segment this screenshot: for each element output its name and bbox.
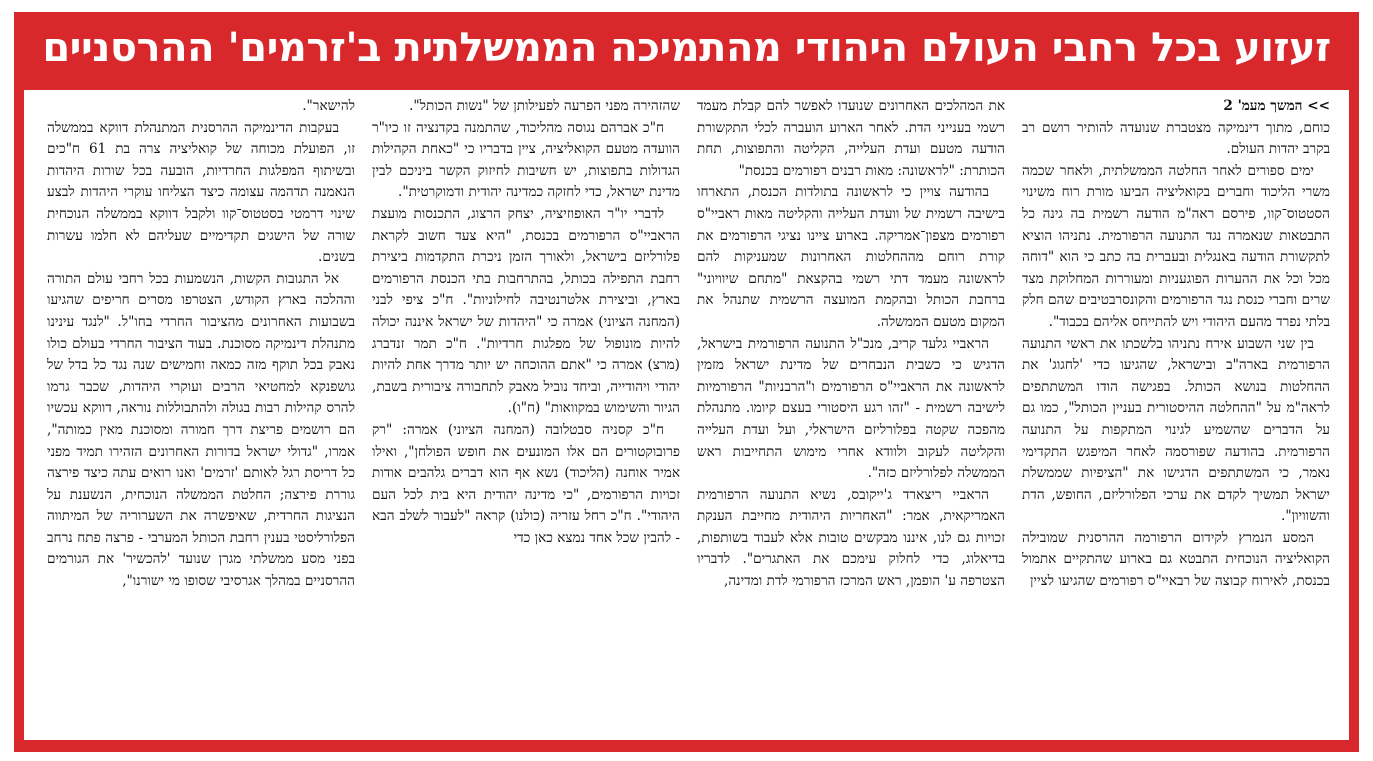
column-2 (697, 96, 1005, 736)
paragraph: הראביי גלעד קריב, מנכ"ל התנועה הרפורמית בישראל, הדגיש כי כשבית הנבחרים של מדינת ישראל מזמין לראשונה את הראביי"ס הרפורמים ו"הרבניות" הרפורמיות לישיבה רשמית - "זהו רגע היסטורי בעצם קיומו. מתנהלת מהפכה שקטה בפלורליזם הישראלי, ועל ועדת העלייה והקליטה לעקוב ולוודא אחרי מימוש התחייבות ראש הממשלה לפלורליזם כזה". (697, 335, 1005, 482)
paragraph: ימים ספורים לאחר החלטה הממשלתית, ולאחר שכמה משרי הליכוד וחברים בקואליציה הביעו מורת רוח משינוי הסטטוס־קוו, פירסם ראה"מ הודעה רשמית בה גינה כל התבטאות שנאמרה נגד התנועה הרפורמית. נתניהו הוציא לתקשורת הודעה באנגלית ובעברית בה כתב כי הוא "דוחה מכל וכל את ההערות הפוגעניות ומעוררות המחלוקת מצד שרים וחברי כנסת נגד הרפורמים והקונסרבטיבים שהם חלק בלתי נפרד מהעם היהודי ויש להתייחס אליהם בכבוד". (1022, 162, 1330, 330)
article-body (24, 90, 1349, 740)
paragraph: בהודעה צויין כי לראשונה בתולדות הכנסת, התארחו בישיבה רשמית של וועדת העלייה והקליטה מאות ראביי"ס רפורמים מצפון־אמריקה. בארוע ציינו נציגי הרפורמים את קורת רוחם מההחלטות האחרונות שמעניקות להם לראשונה מעמד דתי רשמי בהקצאת "מתחם שיוויוני" ברחבת הכותל ובהקמת המועצה הרשמית שתנהל את המקום מטעם הממשלה. (697, 184, 1005, 330)
continued-note: >> המשך מעמ' 2 (1223, 98, 1330, 114)
paragraph: ח"כ קסניה סבטלובה (המחנה הציוני) אמרה: "רק פרובוקטורים הם אלו המונעים את חופש הפולחן", ואילו אמיר אוחנה (הליכוד) נשא אף הוא דברים גלהבים אודות זכויות הרפורמים, "כי מדינה יהודית היא בית לכל העם היהודי". ח"כ רחל עזריה (כולנו) קראה "לעבור לשלב הבא - להבין שכל אחד נמצא כאן כדי (372, 421, 680, 546)
column-3 (372, 96, 680, 736)
paragraph: בעקבות הדינמיקה ההרסנית המתנהלת דווקא בממשלה זו, הפועלת מכוחה של קואליציה צרה בת 61 ח"כים ובשיתוף המפלגות החרדיות, הובעה בכל שורות היהדות הנאמנה תדהמה עצומה כיצד הצליחו עוקרי היהדות לבצע שינוי דרמטי בסטטוס־קוו ולקבל דווקא בממשלה הנוכחית שורה של הישגים תקדימיים שעליהם לא חלמו עשרות בשנים. (47, 119, 355, 266)
paragraph: שהזהירה מפני הפרעה לפעילותן של "נשות הכותל". (409, 98, 680, 114)
paragraph: להישאר". (302, 98, 355, 114)
columns (45, 96, 1330, 736)
paragraph: ח"כ אברהם נגוסה מהליכוד, שהתמנה בקדנציה זו כיו"ר הוועדה מטעם הקואליציה, ציין בדבריו כי "כאחת הקהילות הגדולות בתפוצות, יש חשיבות לחיזוק הקשר ביניכם לבין מדינת ישראל, כדי לחזקה כמדינה יהודית ודמוקרטית". (372, 119, 680, 201)
paragraph: המסע הנמרץ לקידום הרפורמה ההרסנית שמובילה הקואליציה הנוכחית התבטא גם בארוע שהתקיים אתמול בכנסת, לאירוח קבוצה של רבאיי"ס רפורמים שהגיעו לציין (1022, 529, 1330, 590)
paragraph: כוחם, מתוך דינמיקה מצטברת שנועדה להותיר רושם רב בקרב יהדות העולם. (1022, 119, 1330, 158)
paragraph: בין שני השבוע אירח נתניהו בלשכתו את ראשי התנועה הרפורמית בארה"ב ובישראל, שהגיעו כדי 'לחגוג' את ההחלטות בנושא הכותל. בפגישה הודו המשתתפים לראה"מ על "ההחלטה ההיסטורית בעניין הכותל", כמו גם על הדברים שהשמיע לגינוי המתקפות על התנועה הרפורמית. בהודעה שפורסמה לאחר המיפגש התקדימי נאמר, כי המשתתפים הדגישו את "הציפיות שממשלת ישראל תמשיך לקדם את ערכי הפלורליזם, החופש, הדת והשוויון". (1022, 335, 1330, 525)
column-1 (1022, 96, 1330, 736)
paragraph: אל התגובות הקשות, הנשמעות בכל רחבי עולם התורה וההלכה בארץ הקודש, הצטרפו מסרים חריפים שהגיעו בשבועות האחרונים מהציבור החרדי בחו"ל. "לנגד עינינו מתנהלת דינמיקה מסוכנת. בעוד הציבור החרדי בעולם כולו נאבק בכל תוקף מזה כמאה וחמישים שנה נגד כל בדל של גושפנקא למחטיאי הרבים ועוקרי היהדות, שכבר גרמו להרס קהילות רבות בגולה ולהתבוללות נוראה, דווקא עכשיו הם רושמים פריצת דרך חמורה ומסוכנת מאין כמותה", אמרו, "גדולי ישראל בדורות האחרונים הזהירו תמיד מפני כל דריסת רגל לאותם 'זרמים' ואנו רואים עתה כיצד פירצה גוררת פירצה; החלטת הממשלה הנוכחית, הנשענת על הנציגות החרדית, שאיפשרה את השערוריה של המיתווה הפלורליסטי בענין רחבת הכותל המערבי - פרצה פתח נרחב בפני מסע ממשלתי מגרן שנועד 'להכשיר' את הגורמים ההרסניים במהלך אגרסיבי שסופו מי ישורנו", (47, 270, 355, 590)
paragraph: לדברי יו"ר האופוזיציה, יצחק הרצוג, התכנסות מועצת הראביי"ס הרפורמים בכנסת, "היא צעד חשוב לקראת פלורליזם בישראל, ולאורך הזמן ניכרת התקדמות ביצירת רחבת התפילה בכותל, בהתרחבות בתי הכנסת הרפורמים בארץ, וביצירת אלטרנטיבה לחילוניות". ח"כ ציפי לבני (המחנה הציוני) אמרה כי "היהדות של ישראל איננה יכולה להיות מונופול של מפלגות חרדיות". ח"כ תמר זנדברג (מרצ) אמרה כי "אתם ההוכחה יש יותר מדרך אחת להיות יהודי ויהודייה, וביחד נוביל מאבק לתחבורה ציבורית בשבת, הגיור והשימוש במקוואות" (ח"ו). (372, 205, 680, 417)
column-4 (47, 96, 355, 736)
article-frame (14, 12, 1359, 752)
paragraph: את המהלכים האחרונים שנועדו לאפשר להם קבלת מעמד רשמי בענייני הדת. לאחר הארוע הועברה לכלי התקשורת הודעה מטעם ועדת העלייה, הקליטה והתפוצות, תחת הכותרת: "לראשונה: מאות רבנים רפורמים בכנסת" (697, 98, 1005, 179)
headline: זעזוע בכל רחבי העולם היהודי מהתמיכה הממשלתית ב'זרמים' ההרסניים (42, 25, 1331, 71)
paragraph: הראביי ריצארד ג'ייקובס, נשיא התנועה הרפורמית האמריקאית, אמר: "האחריות היהודית מחייבת הענקת זכויות גם לנו, איננו מבקשים טובות אלא לעבוד בשותפות, בדיאלוג, כדי לחלוק עימכם את האתגרים". לדבריו הצטרפה ע' הופמן, ראש המרכז הרפורמי לדת ומדינה, (697, 486, 1005, 590)
